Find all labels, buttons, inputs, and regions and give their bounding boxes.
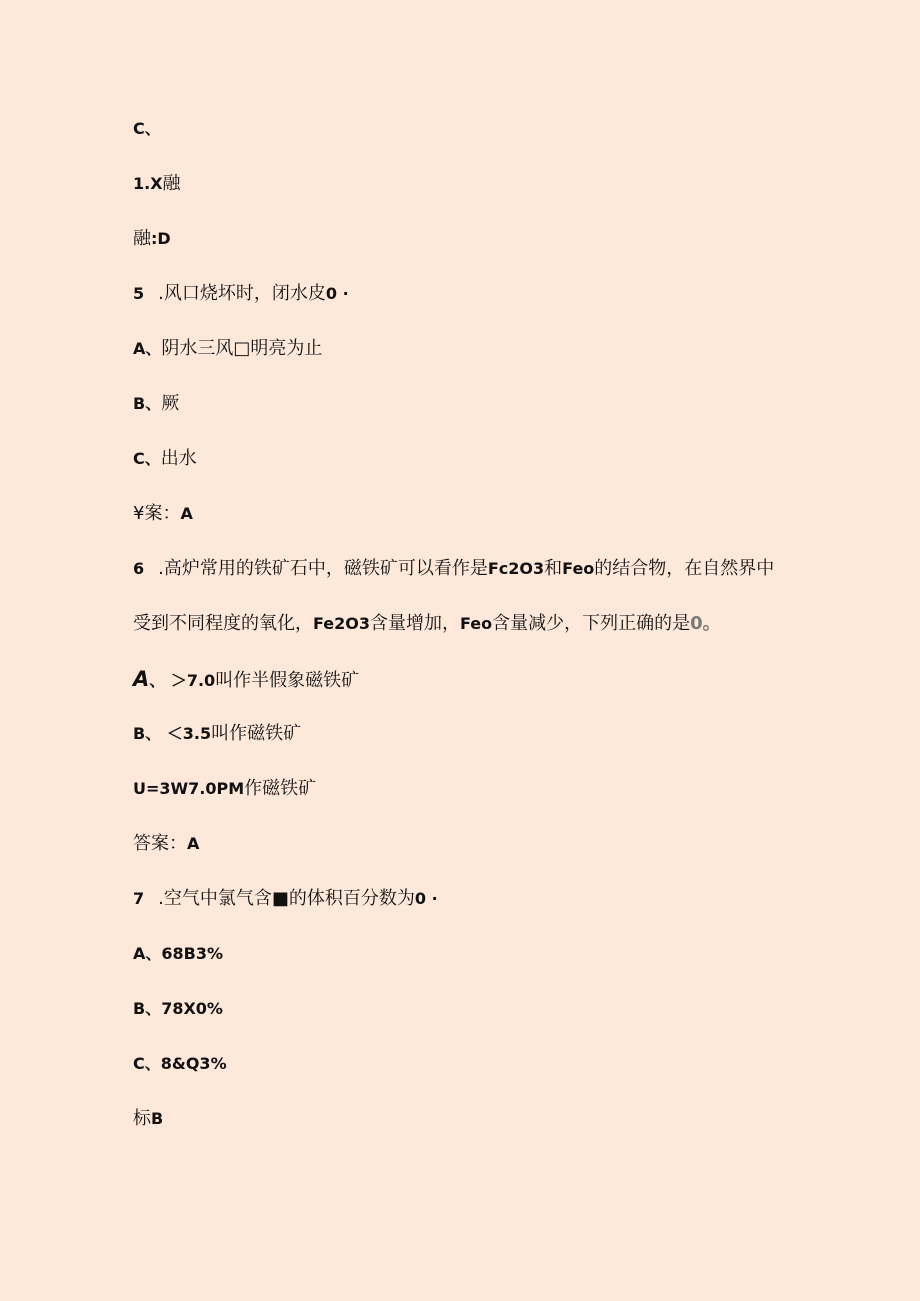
q5-option-b: B、厥 — [133, 393, 180, 414]
q7-answer: 标B — [133, 1108, 164, 1129]
q5-option-c: C、出水 — [133, 448, 197, 469]
question-6-line-1: 6 .高炉常用的铁矿石中，磁铁矿可以看作是Fc2O3和Feo的结合物，在自然界中 — [133, 558, 775, 579]
q5-answer: ¥案：A — [133, 503, 193, 524]
text-line-1x: 1.X融 — [133, 173, 181, 194]
q6-option-b: B、 ＜3.5叫作磁铁矿 — [133, 723, 302, 744]
answer-line-1: 融:D — [133, 228, 171, 249]
q7-option-b: B、78X0% — [133, 999, 223, 1018]
question-6-line-2: 受到不同程度的氧化，Fe2O3含量增加，Feo含量减少，下列正确的是0。 — [133, 613, 721, 634]
question-7: 7 .空气中氯气含■的体积百分数为0 · — [133, 888, 438, 909]
q6-option-c: U=3W7.0PM作磁铁矿 — [133, 778, 317, 799]
q5-option-a: A、阴水三风□明亮为止 — [133, 338, 323, 359]
q6-answer: 答案：A — [133, 833, 200, 854]
option-c-line-1: C、 — [133, 119, 161, 138]
question-5: 5 .风口烧坏时，闭水皮0 · — [133, 283, 349, 304]
q6-option-a: A、 ＞7.0叫作半假象磁铁矿 — [133, 667, 360, 691]
q7-option-c: C、8&Q3% — [133, 1054, 227, 1073]
q7-option-a: A、68B3% — [133, 944, 224, 963]
